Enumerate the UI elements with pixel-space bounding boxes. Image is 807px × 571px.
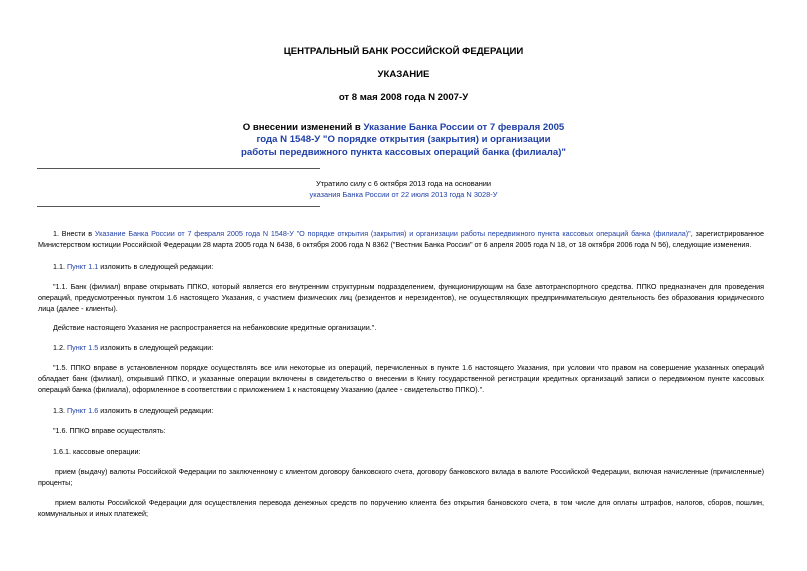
annotation-link[interactable]: указания Банка России от 22 июля 2013 года N 3028-У	[309, 190, 498, 200]
paragraph-3: "1.1. Банк (филиал) вправе открывать ППКО, который является его внутренним структурным подразделением, функционирующим на базе автотранспортного средства. ППКО предназначен для проведения операций, предусмотренных пунктом 1.6 настоящего Указания, с участием физических лиц (резидентов и нерезидентов), не осуществляющих предпринимательскую деятельность без образования юридического лица (далее - клиенты).	[38, 282, 764, 313]
annotation	[240, 178, 567, 200]
paragraph-9: 1.6.1. кассовые операции:	[53, 447, 141, 456]
p7-text-a: 1.3.	[53, 406, 67, 415]
p7-text-b: изложить в следующей редакции:	[98, 406, 214, 415]
p2-text-b: изложить в следующей редакции:	[98, 262, 214, 271]
paragraph-1	[38, 228, 764, 250]
p1-link[interactable]: Указание Банка России от 7 февраля 2005 года N 1548-У "О порядке открытия (закрытия) и организации работы передвижного пункта кассовых операций банка (филиала)"	[94, 229, 691, 238]
p2-link[interactable]: Пункт 1.1	[67, 262, 99, 271]
p7-link[interactable]: Пункт 1.6	[67, 406, 99, 415]
divider-bottom	[37, 206, 320, 207]
paragraph-4: Действие настоящего Указания не распространяется на небанковские кредитные организации.".	[53, 323, 377, 332]
title-link[interactable]: Указание Банка России от 7 февраля 2005 года N 1548-У "О порядке открытия (закрытия) и организации работы передвижного пункта кассовых операций банка (филиала)"	[241, 122, 566, 158]
paragraph-5	[38, 342, 764, 353]
paragraph-10: прием (выдачу) валюты Российской Федерации по заключенному с клиентом договору банковского счета, договору банковского вклада в валюте Российской Федерации, включая начисленные (причисленные) проценты;	[38, 467, 764, 487]
p1-text-a: 1. Внести в	[53, 229, 95, 238]
paragraph-11: прием валюты Российской Федерации для осуществления перевода денежных средств по поручению клиента без открытия банковского счета, в том числе для оплаты штрафов, налогов, сборов, пошлин, коммунальных и иных платежей;	[38, 498, 764, 518]
annotation-text: Утратило силу с 6 октября 2013 года на основании	[315, 179, 492, 188]
paragraph-6: "1.5. ППКО вправе в установленном порядке осуществлять все или некоторые из операций, перечисленных в пункте 1.6 настоящего Указания, при условии что правом на совершение указанных операций обладает банк (филиал), открывший ППКО, и указанные операции включены в свидетельство о внесении в Книгу государственной регистрации кредитных организаций записи о передвижном пункте кассовых операций банка (филиала), оформленное в соответствии с приложением 1 к настоящему Указанию (далее - свидетельство ППКО).".	[38, 363, 764, 394]
document-title	[240, 122, 567, 159]
p1-text-b: , зарегистрированное Министерством юстиции Российской Федерации 28 марта 2005 года N 6438, 6 октября 2006 года N 8362 ("Вестник Банка России" от 6 апреля 2005 года N 18, от 18 октября 2006 года N 56), следующие изменения.	[38, 229, 764, 249]
paragraph-7	[38, 405, 764, 416]
p2-text-a: 1.1.	[53, 262, 67, 271]
document-date: от 8 мая 2008 года N 2007-У	[338, 92, 469, 103]
p5-text-a: 1.2.	[53, 343, 67, 352]
paragraph-2	[38, 261, 764, 272]
p5-text-b: изложить в следующей редакции:	[98, 343, 214, 352]
document-type: УКАЗАНИЕ	[377, 69, 430, 80]
divider-top	[37, 168, 320, 169]
paragraph-8: "1.6. ППКО вправе осуществлять:	[53, 426, 166, 435]
p5-link[interactable]: Пункт 1.5	[67, 343, 99, 352]
title-prefix: О внесении изменений в	[242, 122, 364, 133]
bank-name: ЦЕНТРАЛЬНЫЙ БАНК РОССИЙСКОЙ ФЕДЕРАЦИИ	[283, 46, 524, 57]
